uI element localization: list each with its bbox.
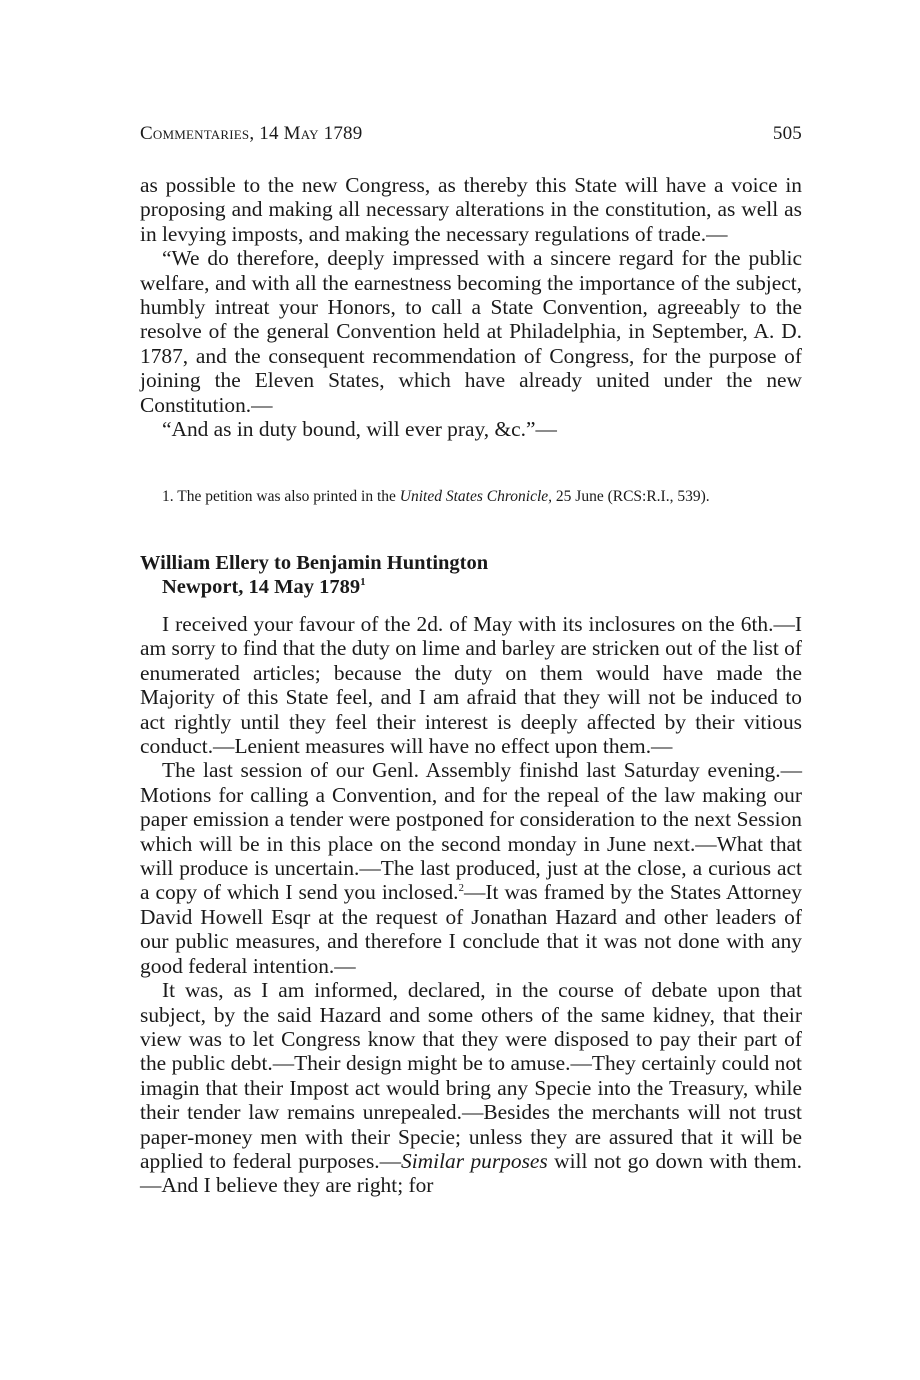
- paragraph: “We do therefore, deeply impressed with a sincere regard for the public welfare, and with all the earnestness becoming the importance of the subject, humbly intreat your Honors, to call a State Convention, agreeably to the resolve of the general Convention held at Philadelphia, in September, A. D. 1787, and the consequent recommendation of Congress, for the purpose of joining the Eleven States, which have already united under the new Constitution.—: [140, 246, 802, 417]
- paragraph: “And as in duty bound, will ever pray, &c.”—: [162, 417, 557, 442]
- paragraph: as possible to the new Congress, as thereby this State will have a voice in proposing and making all necessary alterations in the constitution, as well as in levying imposts, and making the necessary regulations of trade.—: [140, 173, 802, 246]
- paragraph-text: —It was framed by the States Attorney David Howell Esqr at the request of Jonathan Hazard and other leaders of our public measures, and therefore I conclude that it was not done with any good federal intention.—: [140, 880, 802, 978]
- page-number: 505: [772, 123, 802, 144]
- paragraph: I received your favour of the 2d. of May with its inclosures on the 6th.—I am sorry to find that the duty on lime and barley are stricken out of the list of enumerated articles; because the duty on them would have made the Majority of this State feel, and I am afraid that they will not be induced to act rightly until they feel their interest is deeply affected by their vitious conduct.—Lenient measures will have no effect upon them.—: [140, 612, 802, 759]
- letter-heading-title: William Ellery to Benjamin Huntington: [140, 552, 489, 574]
- petition-text: [140, 173, 802, 441]
- footnote-text: 1. The petition was also printed in the: [162, 488, 400, 505]
- footnote-italic: United States Chronicle,: [399, 488, 553, 505]
- paragraph-text: The last session of our Genl. Assembly finishd last Saturday evening.—Motions for calling a Convention, and for the repeal of the law making our paper emission a tender were postponed for consideration to the next Session which will be in this place on the second monday in June next.—What that will produce is uncertain.—The last produced, just at the close, a curious act a copy of which I send you inclosed.: [140, 758, 802, 905]
- letter-text: [140, 612, 802, 1198]
- letter-heading-dateline: [140, 576, 802, 600]
- footnote-ref: 1: [360, 575, 366, 588]
- footnote-ref: 2: [458, 882, 464, 895]
- paragraph: [140, 758, 802, 978]
- running-head: [140, 123, 802, 149]
- paragraph-text: It was, as I am informed, declared, in the course of debate upon that subject, by the said Hazard and some others of the same kidney, that their view was to let Congress know that they were disposed to pay their part of the public debt.—Their design might be to amuse.—They certainly could not imagin that their Impost act would bring any Specie into the Treasury, while their tender law remains unrepealed.—Besides the merchants will not trust paper-money men with their Specie; unless they are assured that it will be applied to federal purposes.—: [140, 978, 802, 1173]
- paragraph-text: will not go down with them.—And I believe they are right; for: [140, 1148, 802, 1198]
- paragraph: [140, 978, 802, 1198]
- running-head-title: Commentaries, 14 May 1789: [140, 123, 363, 144]
- letter-heading: [140, 552, 802, 599]
- footnote-text-end: 25 June (RCS:R.I., 539).: [552, 488, 710, 505]
- dateline-text: Newport, 14 May 1789: [162, 575, 361, 598]
- footnote: [162, 486, 802, 508]
- italic-text: Similar purposes: [401, 1148, 548, 1173]
